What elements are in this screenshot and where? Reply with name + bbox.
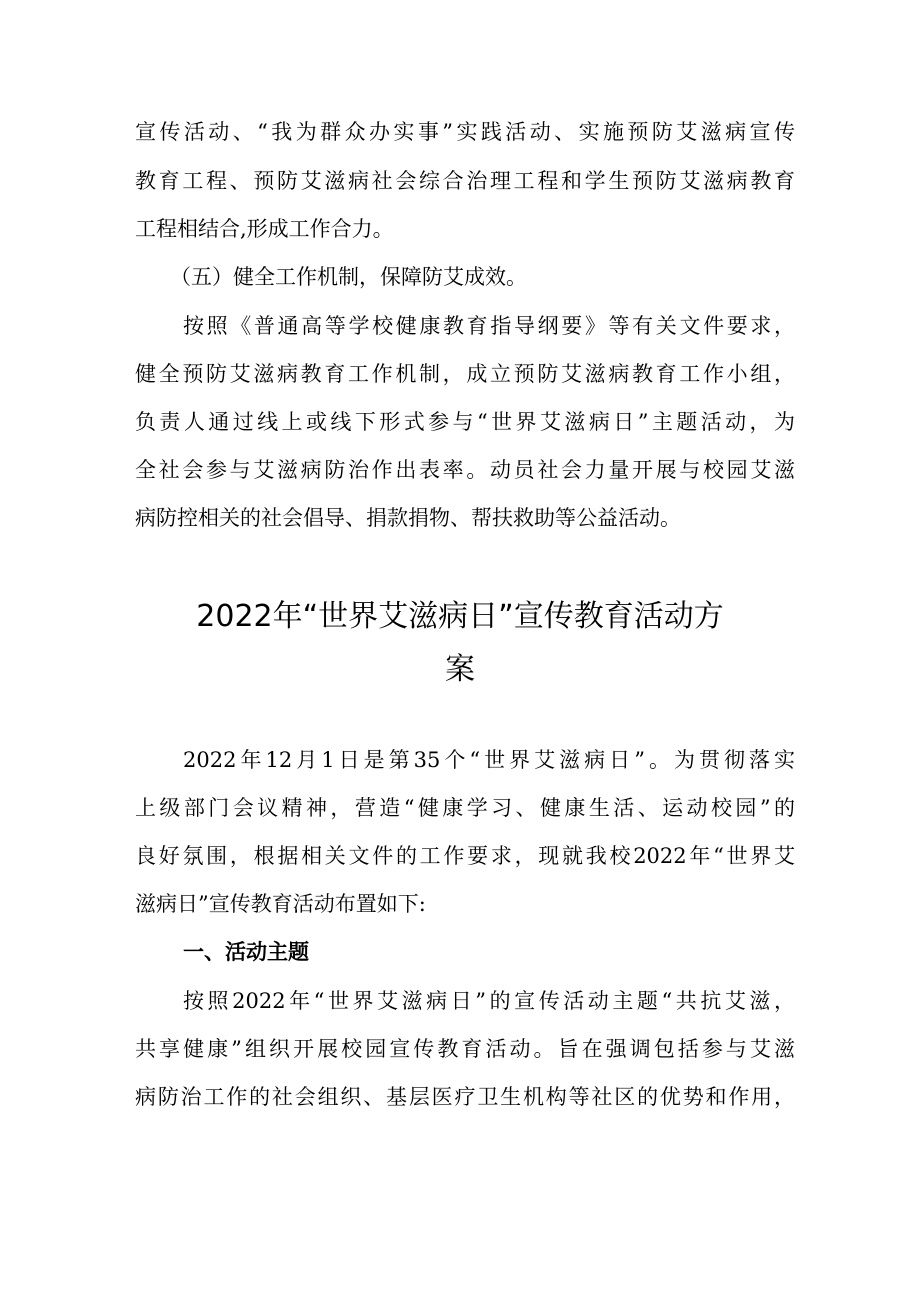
para2-line-1: 按照《普通高等学校健康教育指导纲要》等有关文件要求， <box>183 314 795 338</box>
document-title-line-2: 案 <box>445 652 475 687</box>
section1-line-3: 病防治工作的社会组织、基层医疗卫生机构等社区的优势和作用， <box>135 1085 795 1109</box>
prev-paragraph-line-1: 宣传活动、“我为群众办实事”实践活动、实施预防艾滋病宣传 <box>135 120 795 144</box>
intro-line-3: 良好氛围，根据相关文件的工作要求，现就我校2022年“世界艾 <box>135 844 795 868</box>
section1-line-2: 共享健康”组织开展校园宣传教育活动。旨在强调包括参与艾滋 <box>135 1037 795 1061</box>
para2-line-2: 健全预防艾滋病教育工作机制，成立预防艾滋病教育工作小组， <box>135 362 795 386</box>
para2-line-3: 负责人通过线上或线下形式参与“世界艾滋病日”主题活动，为 <box>135 410 795 434</box>
section1-line-1: 按照2022年“世界艾滋病日”的宣传活动主题“共抗艾滋， <box>183 989 795 1013</box>
para2-line-4: 全社会参与艾滋病防治作出表率。动员社会力量开展与校园艾滋 <box>135 458 795 482</box>
document-title-line-1: 2022年“世界艾滋病日”宣传教育活动方 <box>196 599 724 634</box>
subheading-five: （五）健全工作机制，保障防艾成效。 <box>170 265 527 289</box>
prev-paragraph-line-3: 工程相结合,形成工作合力。 <box>135 217 394 241</box>
section1-heading: 一、活动主题 <box>183 940 309 964</box>
prev-paragraph-line-2: 教育工程、预防艾滋病社会综合治理工程和学生预防艾滋病教育 <box>135 169 795 193</box>
intro-line-2: 上级部门会议精神，营造“健康学习、健康生活、运动校园”的 <box>135 796 795 820</box>
intro-line-4: 滋病日”宣传教育活动布置如下: <box>135 892 426 916</box>
intro-line-1: 2022年12月1日是第35个“世界艾滋病日”。为贯彻落实 <box>183 748 795 772</box>
para2-line-5: 病防控相关的社会倡导、捐款捐物、帮扶救助等公益活动。 <box>135 506 681 530</box>
